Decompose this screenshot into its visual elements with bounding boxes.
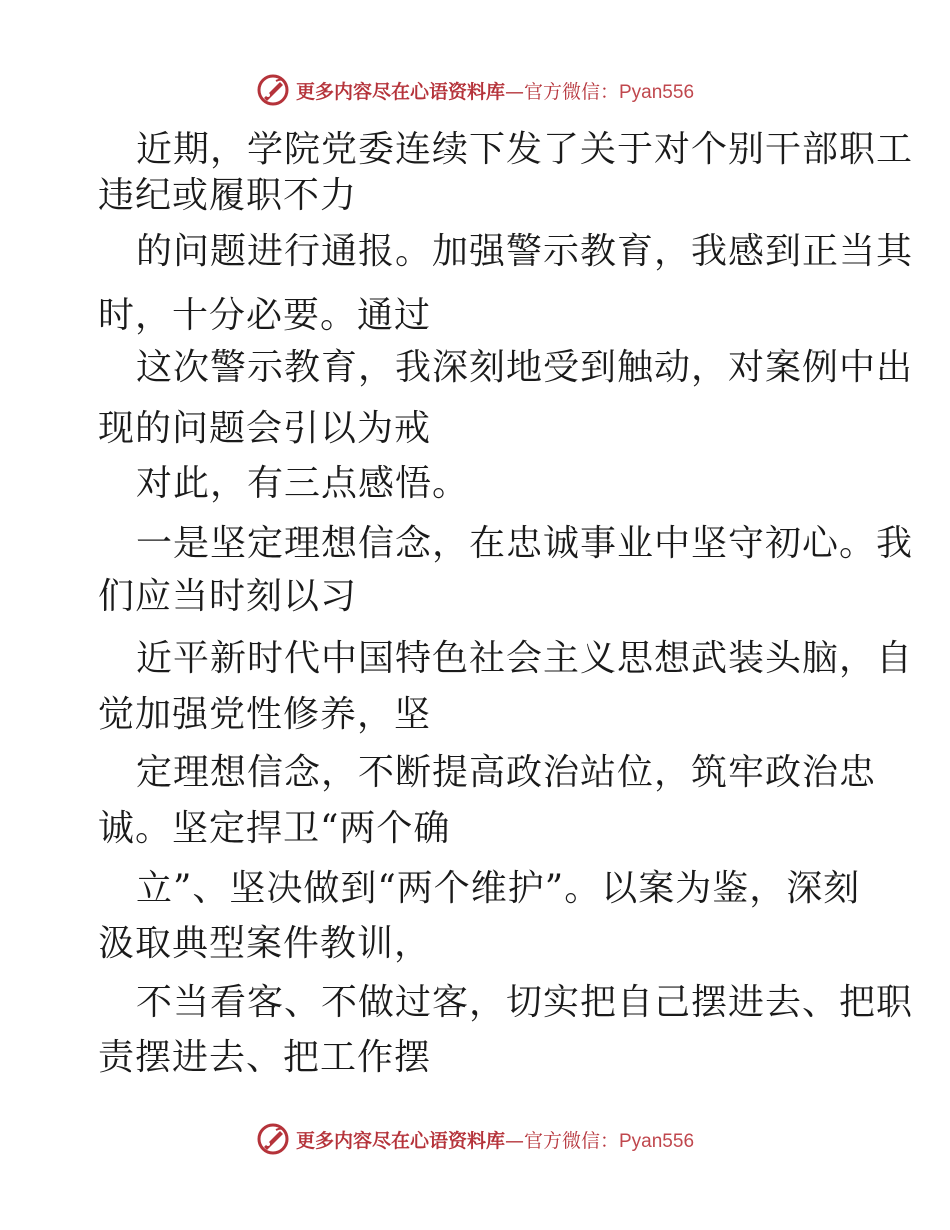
footer-banner <box>0 1119 950 1159</box>
text-line: 立”、坚决做到“两个维护”。以案为鉴，深刻 <box>136 868 861 909</box>
text-line: 不当看客、不做过客，切实把自己摆进去、把职 <box>136 982 914 1023</box>
header-banner <box>0 70 950 110</box>
text-line: 责摆进去、把工作摆 <box>98 1037 432 1078</box>
quill-seal-icon <box>256 73 290 107</box>
quill-seal-icon <box>256 1122 290 1156</box>
text-line: 时，十分必要。通过 <box>98 295 432 336</box>
text-line: 对此，有三点感悟。 <box>136 463 470 504</box>
text-line: 一是坚定理想信念，在忠诚事业中坚守初心。我 <box>136 523 914 564</box>
text-line: 近期，学院党委连续下发了关于对个别干部职工 <box>136 129 914 170</box>
text-line: 定理想信念，不断提高政治站位，筑牢政治忠 <box>136 752 877 793</box>
text-line: 近平新时代中国特色社会主义思想武装头脑，自 <box>136 638 914 679</box>
text-line: 违纪或履职不力 <box>98 175 358 216</box>
text-line: 们应当时刻以习 <box>98 576 358 617</box>
text-line: 汲取典型案件教训， <box>98 923 432 964</box>
text-line: 觉加强党性修养，坚 <box>98 694 432 735</box>
text-line: 现的问题会引以为戒 <box>98 408 432 449</box>
banner-text: 更多内容尽在心语资料库—官方微信：Pyan556 <box>295 80 695 103</box>
banner-text: 更多内容尽在心语资料库—官方微信：Pyan556 <box>295 1129 695 1152</box>
text-line: 这次警示教育，我深刻地受到触动，对案例中出 <box>136 347 914 388</box>
text-line: 的问题进行通报。加强警示教育，我感到正当其 <box>136 231 914 272</box>
text-line: 诚。坚定捍卫“两个确 <box>98 808 451 849</box>
